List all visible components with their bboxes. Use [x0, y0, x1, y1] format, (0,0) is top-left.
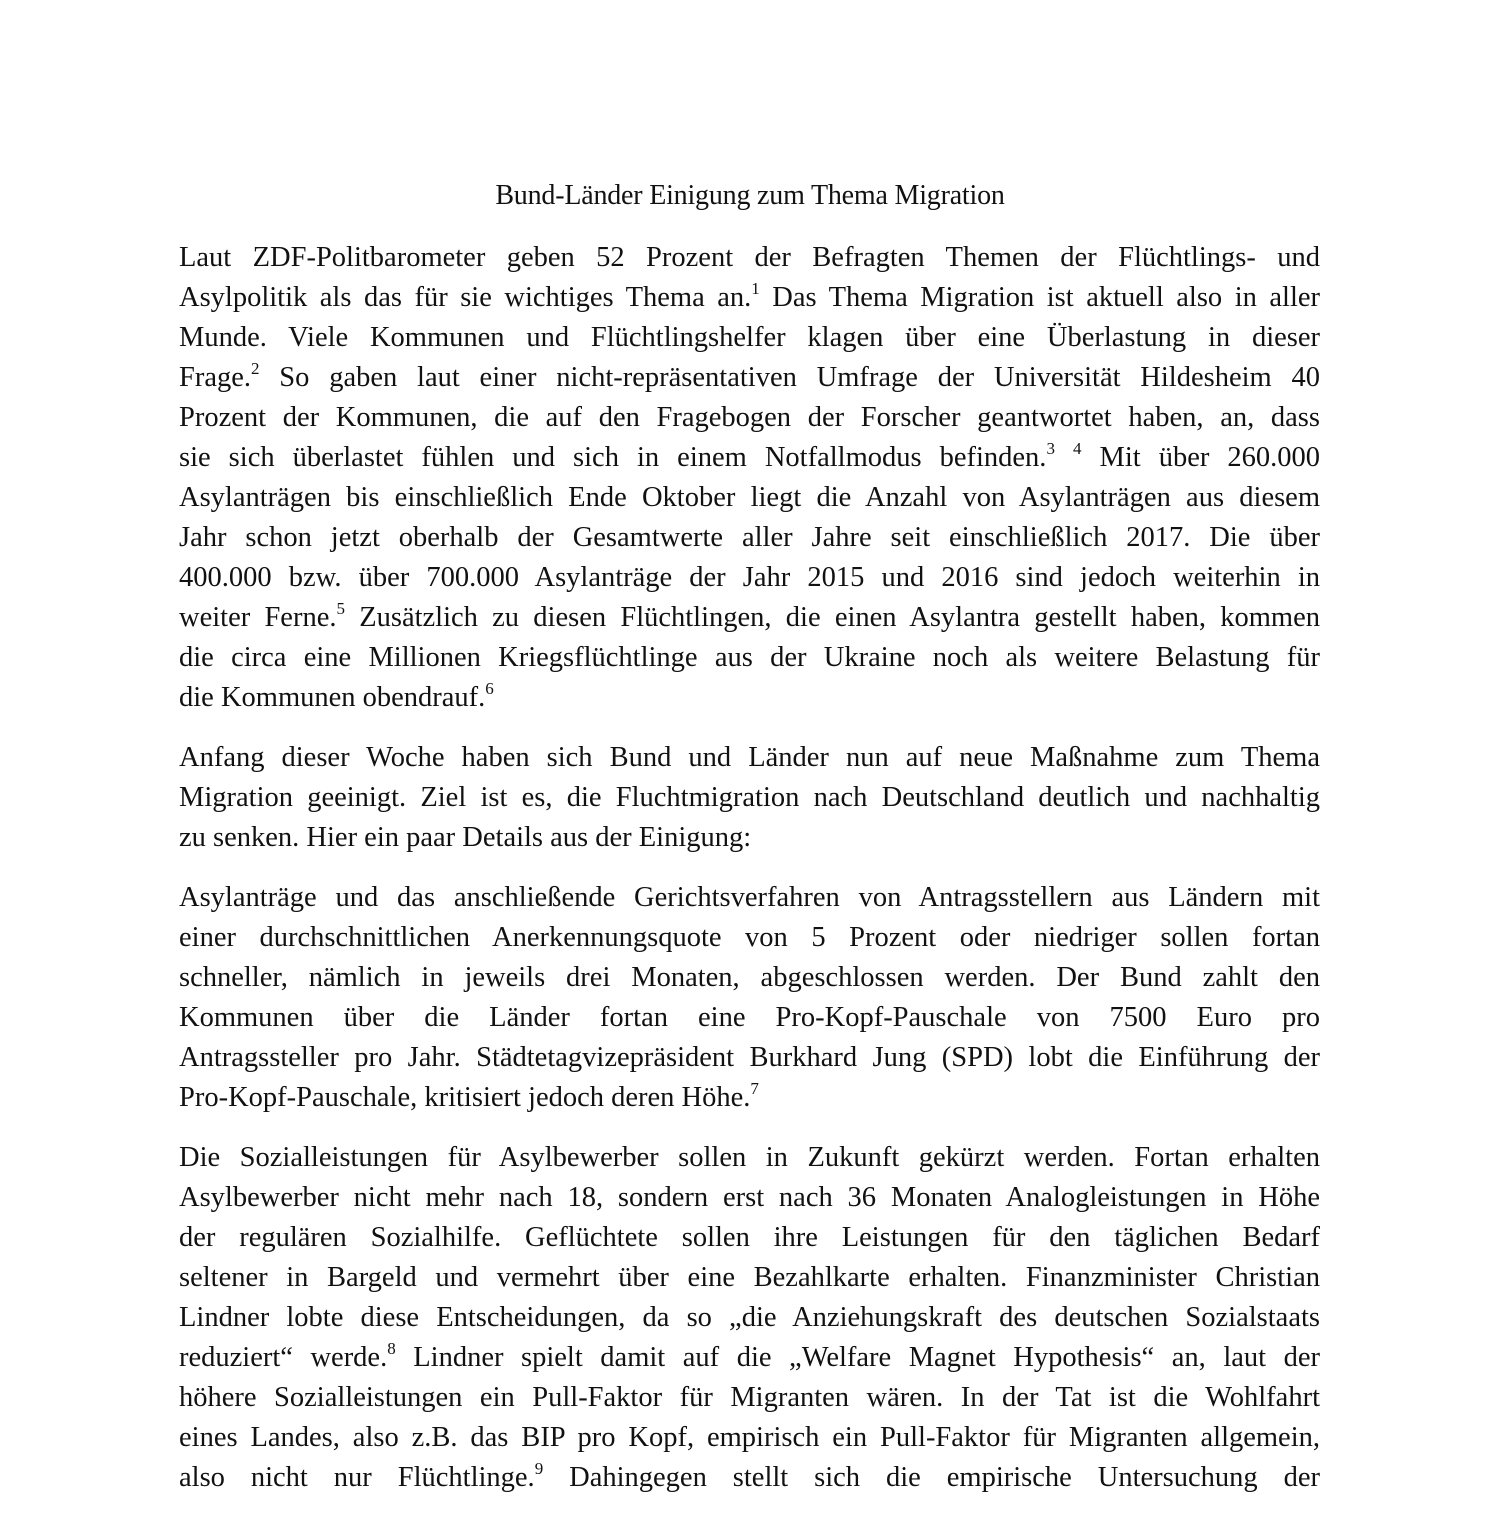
text-line: Asylpolitik als das für sie wichtiges Thema an.$^1$ Das Thema Migration ist aktuell also in aller — [179, 279, 1321, 313]
text-line: höhere Sozialleistungen ein Pull-Faktor für Migranten wären. In der Tat ist die Wohlfahrt — [179, 1382, 1320, 1413]
text-line: Anfang dieser Woche haben sich Bund und Länder nun auf neue Maßnahme zum Thema — [179, 742, 1320, 773]
text-line: Kommunen über die Länder fortan eine Pro-Kopf-Pauschale von 7500 Euro pro — [179, 1002, 1320, 1033]
text-line: zu senken. Hier ein paar Details aus der Einigung: — [179, 822, 752, 853]
text-line: schneller, nämlich in jeweils drei Monaten, abgeschlossen werden. Der Bund zahlt den — [179, 962, 1320, 993]
footnote-marker[interactable]: 3 — [1046, 439, 1055, 458]
document-body — [179, 238, 1320, 1518]
text-line: Pro-Kopf-Pauschale, kritisiert jedoch deren Höhe.$^7$ — [179, 1079, 759, 1113]
footnote-marker[interactable]: 6 — [485, 679, 494, 698]
text-line: Asylbewerber nicht mehr nach 18, sondern erst nach 36 Monaten Analogleistungen in Höhe — [179, 1182, 1320, 1213]
text-line: Migration geeinigt. Ziel ist es, die Fluchtmigration nach Deutschland deutlich und nachhaltig — [179, 782, 1320, 813]
footnote-marker[interactable]: 2 — [251, 359, 260, 378]
text-line: Prozent der Kommunen, die auf den Fragebogen der Forscher geantwortet haben, an, dass — [179, 402, 1320, 433]
paragraph-social-benefits — [179, 1138, 1320, 1498]
footnote-marker[interactable]: 7 — [750, 1079, 759, 1098]
text-line: eines Landes, also z.B. das BIP pro Kopf, empirisch ein Pull-Faktor für Migranten allgemein, — [179, 1422, 1320, 1453]
text-line: die circa eine Millionen Kriegsflüchtlinge aus der Ukraine noch als weitere Belastung für — [179, 642, 1320, 673]
paragraph-agreement — [179, 738, 1320, 858]
text-line: Asylanträgen bis einschließlich Ende Oktober liegt die Anzahl von Asylanträgen aus diesem — [179, 482, 1320, 513]
text-line: seltener in Bargeld und vermehrt über eine Bezahlkarte erhalten. Finanzminister Christian — [179, 1262, 1320, 1293]
text-line: Die Sozialleistungen für Asylbewerber sollen in Zukunft gekürzt werden. Fortan erhalten — [179, 1142, 1320, 1173]
text-line: also nicht nur Flüchtlinge.$^9$ Dahingegen stellt sich die empirische Untersuchung der — [179, 1459, 1320, 1493]
text-line: Asylanträge und das anschließende Gerichtsverfahren von Antragsstellern aus Ländern mit — [179, 882, 1320, 913]
text-line: Laut ZDF-Politbarometer geben 52 Prozent der Befragten Themen der Flüchtlings- und — [179, 242, 1320, 273]
paragraph-asylum-procedures — [179, 878, 1320, 1118]
footnote-marker[interactable]: 4 — [1072, 439, 1082, 458]
text-line: Lindner lobte diese Entscheidungen, da so „die Anziehungskraft des deutschen Sozialstaats — [179, 1302, 1320, 1333]
text-line: Jahr schon jetzt oberhalb der Gesamtwerte aller Jahre seit einschließlich 2017. Die über — [179, 522, 1320, 553]
text-line: einer durchschnittlichen Anerkennungsquote von 5 Prozent oder niedriger sollen fortan — [179, 922, 1320, 953]
footnote-marker[interactable]: 9 — [534, 1459, 544, 1478]
text-line: 400.000 bzw. über 700.000 Asylanträge der Jahr 2015 und 2016 sind jedoch weiterhin in — [179, 562, 1320, 593]
paragraph-intro — [179, 238, 1320, 718]
text-line: die Kommunen obendrauf.$^6$ — [179, 679, 494, 713]
text-line: weiter Ferne.$^5$ Zusätzlich zu diesen Flüchtlingen, die einen Asylantra gestellt haben, kommen — [179, 599, 1320, 633]
document-title: Bund-Länder Einigung zum Thema Migration — [495, 180, 1005, 211]
text-line: sie sich überlastet fühlen und sich in einem Notfallmodus befinden.$^3$ $^4$ Mit über 260.000 — [179, 439, 1320, 473]
text-line: Frage.$^2$ So gaben laut einer nicht-repräsentativen Umfrage der Universität Hildesheim 40 — [179, 359, 1320, 393]
text-line: Antragssteller pro Jahr. Städtetagvizepräsident Burkhard Jung (SPD) lobt die Einführung der — [179, 1042, 1320, 1073]
footnote-marker[interactable]: 5 — [336, 599, 345, 618]
footnote-marker[interactable]: 1 — [751, 279, 760, 298]
text-line: Munde. Viele Kommunen und Flüchtlingshelfer klagen über eine Überlastung in dieser — [179, 322, 1320, 353]
text-line: reduziert“ werde.$^8$ Lindner spielt damit auf die „Welfare Magnet Hypothesis“ an, laut der — [179, 1339, 1320, 1373]
footnote-marker[interactable]: 8 — [387, 1339, 396, 1358]
text-line: der regulären Sozialhilfe. Geflüchtete sollen ihre Leistungen für den täglichen Bedarf — [179, 1222, 1320, 1253]
